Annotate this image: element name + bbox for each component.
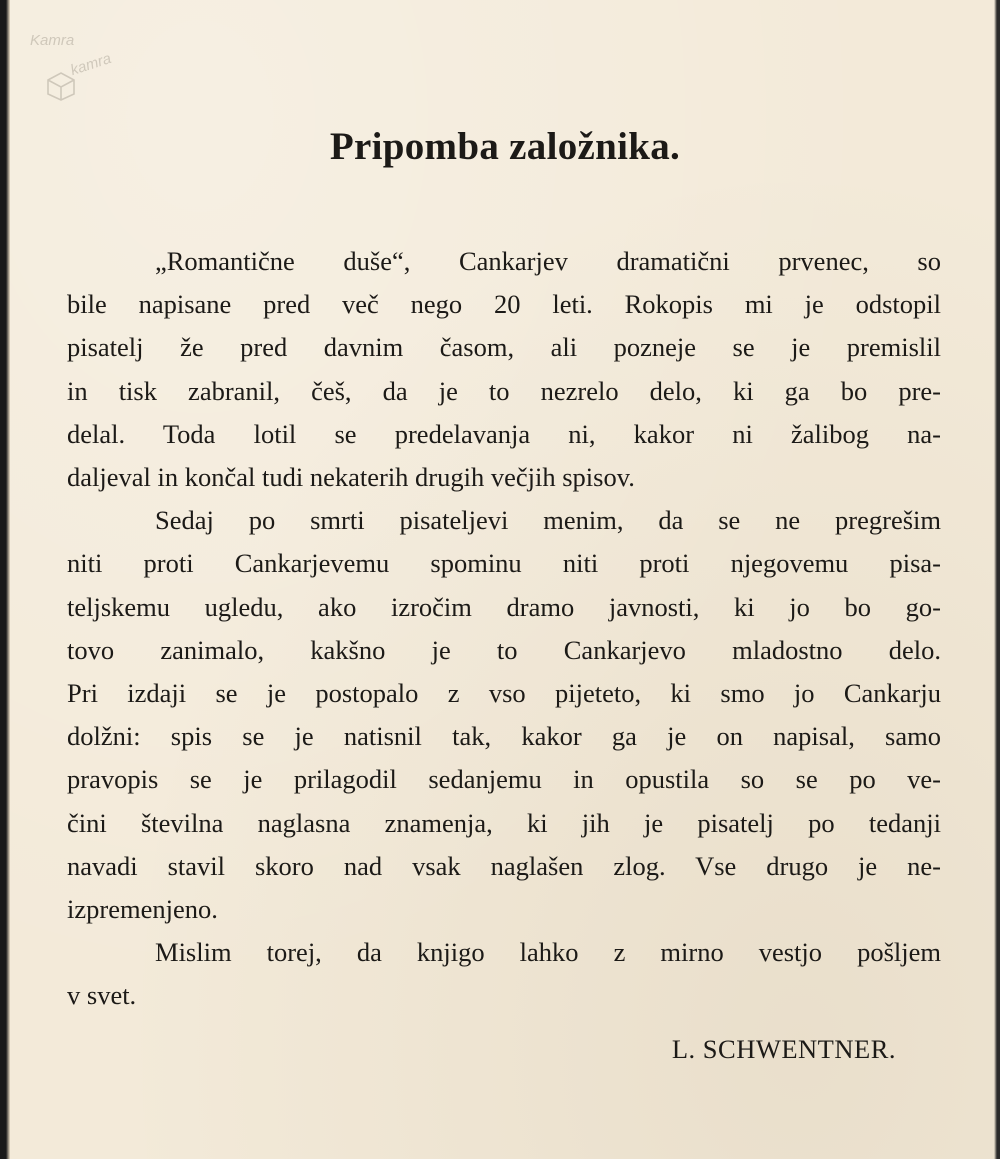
body-text: [67, 240, 941, 1018]
text-line: pisatelj že pred davnim časom, ali pozneje se je premislil: [67, 332, 941, 363]
paragraph-1: [67, 240, 941, 499]
text-line: bile napisane pred več nego 20 leti. Rokopis mi je odstopil: [67, 289, 941, 320]
text-line: čini številna naglasna znamenja, ki jih je pisatelj po tedanji: [67, 807, 941, 838]
paragraph-2: [67, 499, 941, 931]
text-line: tovo zanimalo, kakšno je to Cankarjevo mladostno delo.: [67, 634, 941, 665]
watermark-text: Kamra: [30, 32, 75, 49]
text-line: Mislim torej, da knjigo lahko z mirno vestjo pošljem: [155, 937, 941, 968]
text-line: delal. Toda lotil se predelavanja ni, kakor ni žalibog na-: [67, 418, 941, 449]
text-line: teljskemu ugledu, ako izročim dramo javnosti, ki jo bo go-: [67, 591, 941, 622]
text-line: Pri izdaji se je postopalo z vso pijeteto, ki smo jo Cankarju: [67, 678, 941, 709]
paragraph-3: [67, 931, 941, 1017]
library-watermark: [30, 28, 150, 108]
text-line: Sedaj po smrti pisateljevi menim, da se ne pregrešim: [155, 505, 941, 536]
page-title: Pripomba založnika.: [329, 125, 681, 168]
text-line: dolžni: spis se je natisnil tak, kakor ga je on napisal, samo: [67, 721, 941, 752]
text-line: navadi stavil skoro nad vsak naglašen zlog. Vse drugo je ne-: [67, 850, 941, 881]
scan-edge-right: [994, 0, 1000, 1159]
text-line: in tisk zabranil, češ, da je to nezrelo delo, ki ga bo pre-: [67, 375, 941, 406]
scan-edge-left: [0, 0, 10, 1159]
text-line: daljeval in končal tudi nekaterih drugih večjih spisov.: [67, 462, 635, 493]
signature: L. SCHWENTNER.: [671, 1034, 896, 1064]
text-line: niti proti Cankarjevemu spominu niti proti njegovemu pisa-: [67, 548, 941, 579]
text-line: pravopis se je prilagodil sedanjemu in opustila so se po ve-: [67, 764, 941, 795]
text-line: „Romantične duše“, Cankarjev dramatični prvenec, so: [155, 246, 941, 276]
watermark-text-2: kamra: [68, 49, 114, 80]
text-line: v svet.: [67, 980, 137, 1011]
text-line: izpremenjeno.: [67, 894, 218, 925]
watermark-cube-icon: [44, 68, 78, 102]
